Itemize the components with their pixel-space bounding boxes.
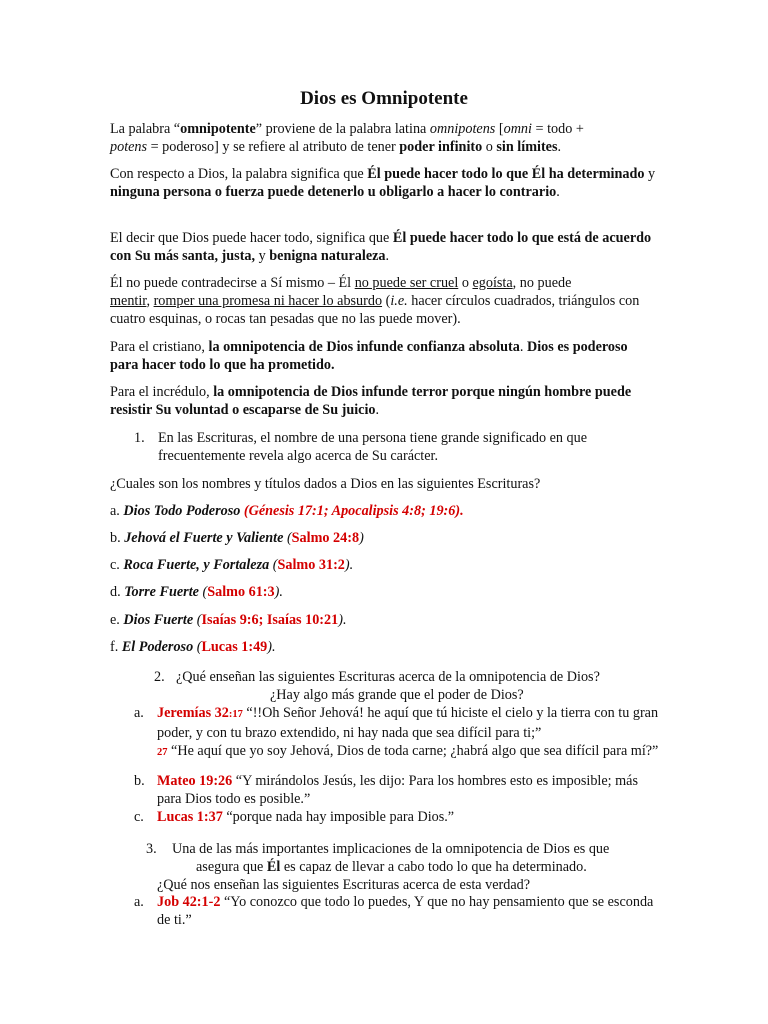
list-item	[110, 529, 658, 547]
text: .	[375, 402, 380, 418]
bold-text: ninguna persona o fuerza puede detenerlo u obligarlo a hacer lo contrario	[110, 184, 557, 200]
scripture-reference: Salmo 31:2	[277, 557, 345, 573]
text: Él no puede contradecirse a Sí mismo – Él	[110, 275, 355, 291]
text: .	[556, 184, 560, 200]
underlined-text: romper una promesa ni hacer lo absurdo	[153, 293, 383, 309]
text: ).	[344, 557, 354, 573]
text: Con respecto a Dios, la palabra significa que	[110, 166, 368, 182]
scripture-quote: “He aquí que yo soy Jehová, Dios de toda carne; ¿habrá algo que sea difícil para mí?”	[167, 743, 659, 759]
text: (	[382, 293, 391, 309]
scripture-reference: Jeremías 32	[157, 705, 229, 721]
paragraph-definition	[110, 120, 658, 156]
italic-text: potens	[110, 139, 148, 155]
list-item	[110, 556, 658, 574]
paragraph-believer	[110, 338, 658, 374]
text: ).	[338, 612, 347, 628]
text: .	[519, 339, 527, 355]
text: = poderoso] y se refiere al atributo de tener	[147, 139, 400, 155]
list-letter: c.	[110, 557, 120, 573]
text: )	[359, 530, 364, 546]
text: ).	[274, 584, 283, 600]
divine-name: Jehová el Fuerte y Valiente	[124, 530, 284, 546]
underlined-text: no puede ser cruel	[354, 275, 459, 291]
list-item	[110, 502, 658, 520]
paragraph-meaning	[110, 165, 658, 201]
bold-text: Dios es poderoso para hacer todo lo que ha prometido.	[110, 339, 628, 373]
list-item	[110, 638, 658, 656]
text: ).	[267, 639, 276, 655]
scripture-quote: “Yo conozco que todo lo puedes, Y que no hay pensamiento que se esconda de ti.”	[157, 894, 654, 928]
list-letter: c.	[134, 809, 144, 825]
scripture-reference: Lucas 1:49	[201, 639, 268, 655]
text: asegura que	[196, 859, 267, 875]
verse-number: 27	[157, 747, 168, 758]
text: ).	[455, 503, 464, 519]
list-number: 1.	[134, 430, 145, 446]
paragraph-limits	[110, 274, 658, 328]
scripture-item-lucas	[157, 808, 661, 826]
text: o	[482, 139, 497, 155]
bold-text: poder infinito	[399, 139, 483, 155]
divine-name: Torre Fuerte	[124, 584, 199, 600]
scripture-reference: Isaías 9:6; Isaías 10:21	[201, 612, 339, 628]
scripture-item-job	[157, 893, 661, 929]
paragraph-can-do-all	[110, 229, 658, 265]
scripture-reference: Job 42:1-2	[157, 894, 221, 910]
list-letter: b.	[134, 773, 145, 789]
list-item	[110, 583, 658, 601]
question-3-line-1: Una de las más importantes implicaciones de la omnipotencia de Dios es que	[172, 841, 610, 857]
question-2-line-1: ¿Qué enseñan las siguientes Escrituras acerca de la omnipotencia de Dios?	[176, 669, 600, 685]
text: (	[193, 639, 202, 655]
text: (	[198, 584, 208, 600]
scripture-quote: “Y mirándolos Jesús, les dijo: Para los hombres esto es imposible; más para Dios todo es posible.”	[157, 773, 638, 807]
scripture-reference: Salmo 24:8	[291, 530, 360, 546]
divine-name: El Poderoso	[121, 639, 194, 655]
italic-text: omnipotens	[429, 121, 496, 137]
list-letter: b.	[110, 530, 121, 546]
scripture-item-mateo	[157, 772, 661, 808]
divine-name: Dios Fuerte	[123, 612, 194, 628]
list-letter: a.	[134, 894, 144, 910]
question-1-text: En las Escrituras, el nombre de una persona tiene grande significado en que frecuentemente revela algo acerca de Su carácter.	[158, 430, 588, 464]
text: y	[644, 166, 656, 182]
text: (	[269, 557, 278, 573]
paragraph-unbeliever	[110, 383, 658, 419]
question-3-line-2	[196, 858, 666, 876]
list-letter: a.	[134, 705, 144, 721]
text: [	[495, 121, 504, 137]
bold-text: Él	[266, 859, 281, 875]
text: Para el incrédulo,	[110, 384, 214, 400]
list-number: 3.	[146, 841, 157, 857]
question-1-prompt: ¿Cuales son los nombres y títulos dados a Dios en las siguientes Escrituras?	[110, 476, 541, 492]
list-letter: d.	[110, 584, 121, 600]
bold-text: Él puede hacer todo lo que Él ha determinado	[367, 166, 645, 182]
scripture-quote: “porque nada hay imposible para Dios.”	[222, 809, 455, 825]
text: (	[283, 530, 292, 546]
text: y	[255, 248, 270, 264]
list-letter: a.	[110, 503, 120, 519]
bold-text: la omnipotencia de Dios infunde confianza absoluta	[208, 339, 520, 355]
divine-name: Roca Fuerte, y Fortaleza	[123, 557, 270, 573]
bold-text: benigna naturaleza	[269, 248, 386, 264]
page-title: Dios es Omnipotente	[300, 88, 468, 109]
underlined-text: mentir	[110, 293, 147, 309]
italic-text: i.e.	[390, 293, 408, 309]
bold-text: Él puede hacer todo lo que está de acuerdo con Su más santa, justa,	[110, 230, 652, 264]
text: La palabra “	[110, 121, 181, 137]
list-item	[110, 611, 658, 629]
bold-text: la omnipotencia de Dios infunde terror porque ningún hombre puede resistir Su voluntad o escaparse de Su juicio	[110, 384, 632, 418]
question-3-line-3: ¿Qué nos enseñan las siguientes Escrituras acerca de esta verdad?	[157, 877, 531, 893]
bold-text: omnipotente	[180, 121, 256, 137]
scripture-reference: Lucas 1:37	[157, 809, 223, 825]
scripture-reference: Salmo 61:3	[207, 584, 275, 600]
text: El decir que Dios puede hacer todo, significa que	[110, 230, 393, 246]
text: Para el cristiano,	[110, 339, 209, 355]
text: es capaz de llevar a cabo todo lo que ha determinado.	[280, 859, 587, 875]
text: (	[193, 612, 202, 628]
scripture-reference: Mateo 19:26	[157, 773, 233, 789]
text: = todo +	[531, 121, 584, 137]
text: ” proviene de la palabra latina	[255, 121, 430, 137]
scripture-item-jeremias	[157, 704, 661, 762]
list-letter: e.	[110, 612, 120, 628]
text: , no puede	[512, 275, 572, 291]
question-2-line-2: ¿Hay algo más grande que el poder de Dios?	[270, 687, 524, 703]
list-letter: f.	[110, 639, 119, 655]
italic-text: omni	[503, 121, 532, 137]
text: .	[557, 139, 562, 155]
underlined-text: egoísta	[472, 275, 513, 291]
text: (	[240, 503, 249, 519]
text: o	[458, 275, 473, 291]
text: .	[385, 248, 390, 264]
text: hacer círculos cuadrados, triángulos con cuatro esquinas, o rocas tan pesadas que no las puede mover).	[110, 293, 640, 327]
verse-number: :17	[228, 709, 243, 720]
scripture-quote: “!!Oh Señor Jehová! he aquí que tú hiciste el cielo y la tierra con tu gran poder, y con tu brazo extendido, ni hay nada que sea difícil para ti;”	[157, 705, 659, 741]
list-number: 2.	[154, 669, 165, 685]
scripture-reference: Génesis 17:1; Apocalipsis 4:8; 19:6	[248, 503, 456, 519]
text: ,	[146, 293, 154, 309]
bold-text: sin límites	[496, 139, 558, 155]
divine-name: Dios Todo Poderoso	[123, 503, 241, 519]
